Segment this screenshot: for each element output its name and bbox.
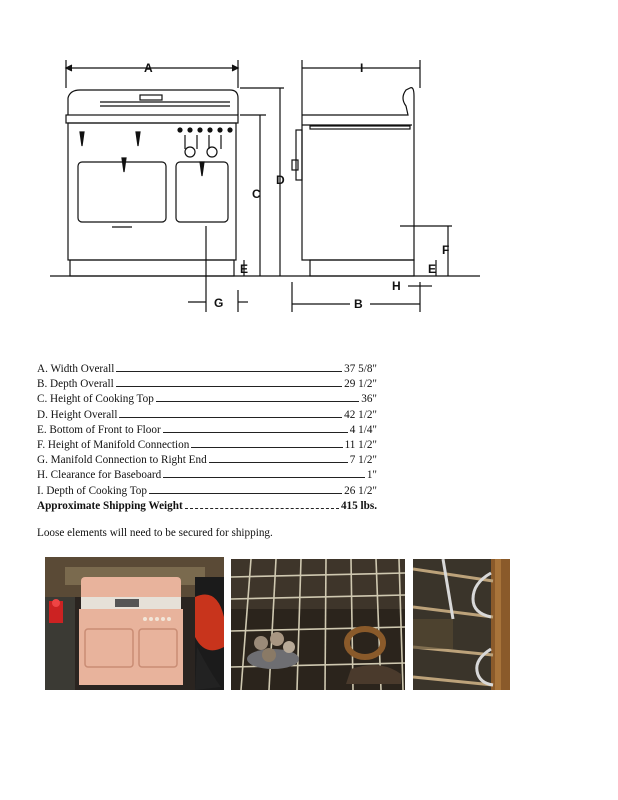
leader-line <box>119 417 342 418</box>
spec-value: 42 1/2" <box>344 408 377 421</box>
spec-label: B. Depth Overall <box>37 378 114 391</box>
dim-label-i: I <box>360 61 364 75</box>
dim-label-b: B <box>354 297 363 311</box>
dim-label-e-side: E <box>428 262 437 276</box>
spec-value: 26 1/2" <box>344 484 377 497</box>
dimension-diagram <box>40 40 480 330</box>
shipping-weight-label: Approximate Shipping Weight <box>37 499 183 512</box>
spec-label: I. Depth of Cooking Top <box>37 484 147 497</box>
dim-label-a: A <box>144 61 153 75</box>
shipping-weight-value: 415 lbs. <box>340 499 377 512</box>
spec-label: C. Height of Cooking Top <box>37 393 154 406</box>
leader-line <box>149 493 342 494</box>
spec-value: 36" <box>361 393 377 406</box>
dim-label-d: D <box>276 173 285 187</box>
leader-line <box>163 432 348 433</box>
dim-label-f: F <box>442 243 450 257</box>
specification-list <box>37 362 377 514</box>
spec-value: 7 1/2" <box>349 454 377 467</box>
spec-row <box>37 408 377 423</box>
spec-row <box>37 392 377 407</box>
spec-label: F. Height of Manifold Connection <box>37 439 190 452</box>
spec-value: 37 5/8" <box>344 363 377 375</box>
leader-line <box>116 386 342 387</box>
shipping-weight-row <box>37 499 377 514</box>
spec-label: G. Manifold Connection to Right End <box>37 454 207 467</box>
dim-label-h: H <box>392 279 401 293</box>
leader-line <box>209 462 348 463</box>
spec-value: 29 1/2" <box>344 378 377 391</box>
leader-line <box>116 371 342 372</box>
leader-line <box>185 508 339 509</box>
spec-row <box>37 377 377 392</box>
spec-row <box>37 438 377 453</box>
spec-row <box>37 423 377 438</box>
photo-oven-racks <box>231 559 405 690</box>
dim-label-c: C <box>252 187 261 201</box>
leader-line <box>163 477 365 478</box>
photo-rack-hook-detail <box>413 559 510 690</box>
spec-row <box>37 453 377 468</box>
spec-label: D. Height Overall <box>37 408 118 421</box>
stove-dimension-drawing <box>40 40 480 330</box>
spec-label: E. Bottom of Front to Floor <box>37 423 161 436</box>
photo-stove-garage <box>45 557 224 690</box>
shipping-note: Loose elements will need to be secured for shipping. <box>37 527 273 539</box>
spec-label: H. Clearance for Baseboard <box>37 469 162 482</box>
spec-value: 11 1/2" <box>344 439 377 452</box>
spec-row <box>37 468 377 483</box>
spec-row <box>37 484 377 499</box>
leader-line <box>191 447 342 448</box>
leader-line <box>156 401 359 402</box>
dim-label-e: E <box>240 262 249 276</box>
spec-value: 1" <box>366 469 377 482</box>
spec-row <box>37 362 377 377</box>
spec-value: 4 1/4" <box>349 423 377 436</box>
dim-label-g: G <box>214 296 224 310</box>
spec-label: A. Width Overall <box>37 363 115 375</box>
